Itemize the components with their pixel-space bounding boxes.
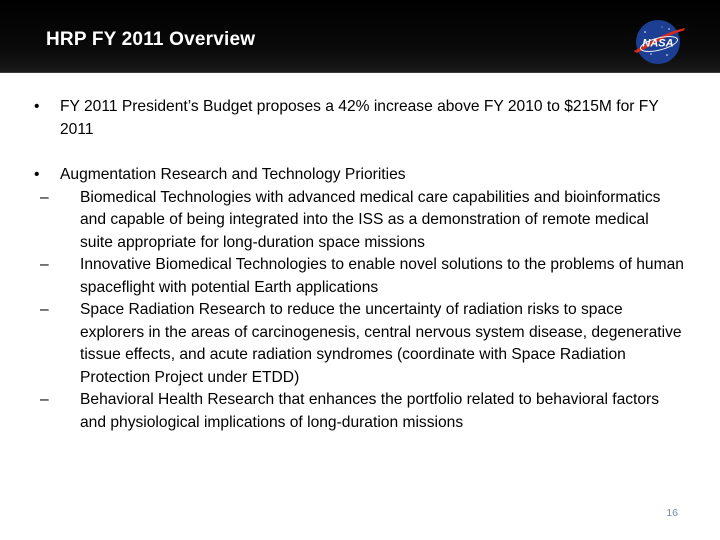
slide-body [34, 96, 684, 434]
sub-item-space-radiation [34, 299, 684, 389]
slide-header [0, 0, 720, 73]
sub-item-text: Innovative Biomedical Technologies to enable novel solutions to the problems of human spaceflight with potential Earth applications [80, 256, 684, 296]
dash-marker: – [40, 301, 49, 318]
page-number: 16 [666, 507, 678, 519]
sub-item-text: Biomedical Technologies with advanced medical care capabilities and bioinformatics and capable of being integrated into the ISS as a demonstration of remote medical suite appropriate for long-duration space missions [80, 188, 661, 251]
sub-item-text: Behavioral Health Research that enhances the portfolio related to behavioral factors and physiological implications of long-duration missions [80, 391, 660, 431]
dash-marker: – [40, 188, 49, 206]
nasa-logo [631, 18, 687, 66]
bullet-marker: • [34, 98, 40, 115]
logo-wordmark: NASA [642, 37, 674, 50]
bullet-marker: • [34, 166, 40, 183]
bullet-text: FY 2011 President’s Budget proposes a 42% increase above FY 2010 to $215M for FY 2011 [60, 98, 659, 138]
dash-marker: – [40, 256, 49, 273]
sub-item-behavioral-health [34, 389, 684, 434]
bullet-text: Augmentation Research and Technology Priorities [60, 166, 406, 183]
sub-item-innovative-biomedical [34, 254, 684, 299]
dash-marker: – [40, 391, 49, 408]
sub-item-biomedical-technologies [34, 187, 684, 255]
bullet-item-budget [34, 96, 684, 141]
sub-item-text: Space Radiation Research to reduce the uncertainty of radiation risks to space explorers in the areas of carcinogenesis, central nervous system disease, degenerative tissue effects, and acute radiation syndromes (coordinate with Space Radiation Protection Project under ETDD) [80, 301, 682, 386]
slide-title: HRP FY 2011 Overview [46, 29, 256, 50]
bullet-item-priorities [34, 164, 684, 187]
